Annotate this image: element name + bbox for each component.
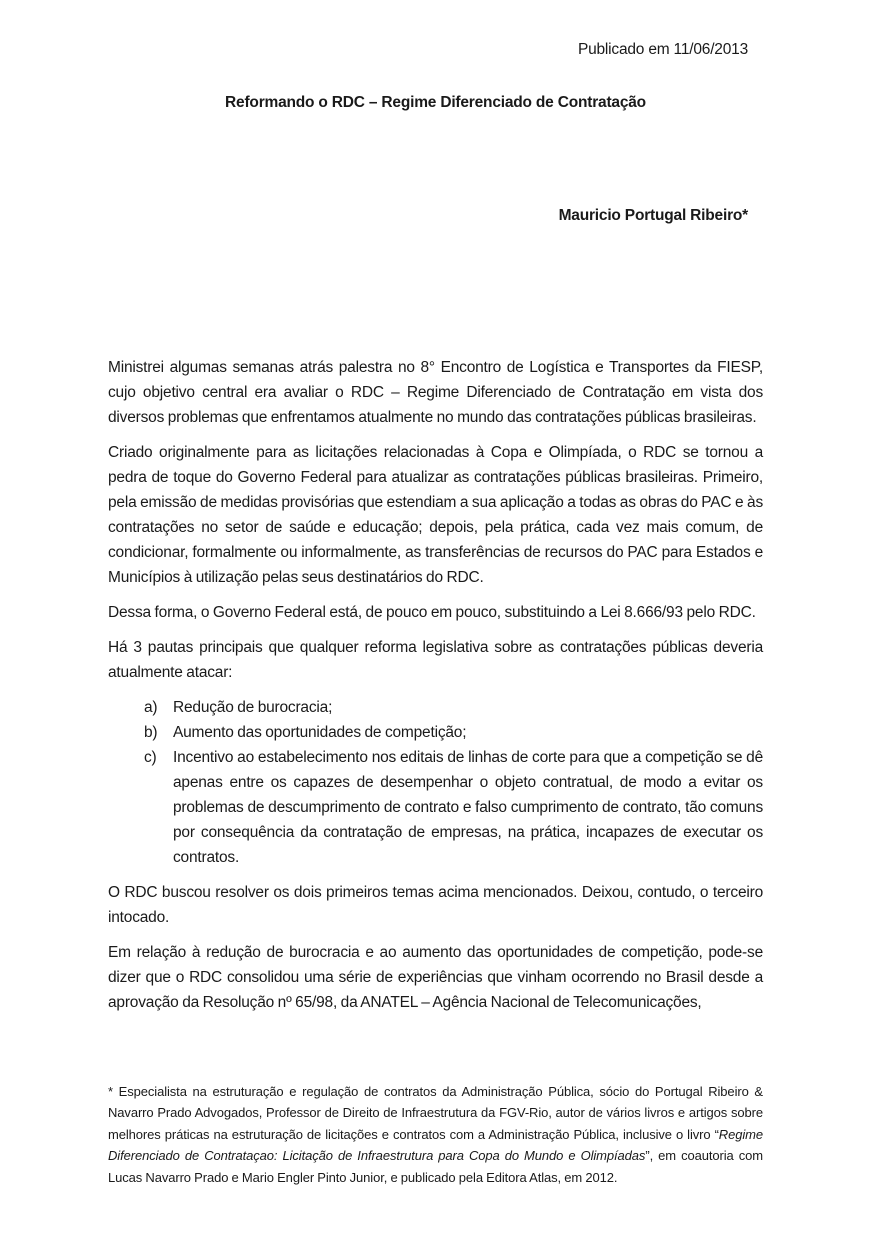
paragraph-2: Criado originalmente para as licitações relacionadas à Copa e Olimpíada, o RDC se tornou a pedra de toque do Governo Federal para atualizar as contratações públicas brasileiras. Primeiro, pela emissão de medidas provisórias que estendiam a sua aplicação a todas as obras do PAC e às contratações no setor de saúde e educação; depois, pela prática, cada vez mais comum, de condicionar, formalmente ou informalmente, as transferências de recursos do PAC para Estados e Municípios à utilização pelas seus destinatários do RDC. — [108, 444, 763, 586]
footnote-text-after: ”, em coautoria com Lucas Navarro Prado e Mario Engler Pinto Junior, e publicado pela Editora Atlas, em 2012. — [108, 1148, 763, 1185]
list-item-c — [108, 745, 763, 870]
paragraph-5: O RDC buscou resolver os dois primeiros temas acima mencionados. Deixou, contudo, o terceiro intocado. — [108, 884, 763, 926]
paragraph-6: Em relação à redução de burocracia e ao aumento das oportunidades de competição, pode-se dizer que o RDC consolidou uma série de experiências que vinham ocorrendo no Brasil desde a aprovação da Resolução nº 65/98, da ANATEL – Agência Nacional de Telecomunicações, — [108, 944, 763, 1011]
list-item-a — [108, 695, 763, 720]
list-item-text: Incentivo ao estabelecimento nos editais de linhas de corte para que a competição se dê apenas entre os capazes de desempenhar o objeto contratual, de modo a evitar os problemas de descumprimento de contrato e falso cumprimento de contrato, tão comuns por consequência da contratação de empresas, na prática, incapazes de executar os contratos. — [173, 749, 763, 866]
list-marker: a) — [144, 699, 158, 716]
list-item-b — [108, 720, 763, 745]
author-byline: Mauricio Portugal Ribeiro* — [558, 207, 748, 224]
list-marker: b) — [144, 724, 158, 741]
paragraph-1: Ministrei algumas semanas atrás palestra no 8° Encontro de Logística e Transportes da FIESP, cujo objetivo central era avaliar o RDC – Regime Diferenciado de Contratação em vista dos diversos problemas que enfrentamos atualmente no mundo das contratações públicas brasileiras. — [108, 359, 763, 426]
footnote-text-before: * Especialista na estruturação e regulação de contratos da Administração Pública, sócio do Portugal Ribeiro & Navarro Prado Advogados, Professor de Direito de Infraestrutura da FGV-Rio, autor de vários livros e artigos sobre melhores práticas na estruturação de licitações e contratos com a Administração Pública, inclusive o livro “ — [108, 1083, 763, 1142]
ordered-list — [108, 695, 763, 870]
list-item-text: Redução de burocracia; — [173, 699, 333, 716]
paragraph-4: Há 3 pautas principais que qualquer reforma legislativa sobre as contratações públicas deveria atualmente atacar: — [108, 639, 763, 681]
list-item-text: Aumento das oportunidades de competição; — [173, 724, 467, 741]
paragraph-3: Dessa forma, o Governo Federal está, de pouco em pouco, substituindo a Lei 8.666/93 pelo RDC. — [108, 604, 756, 621]
list-marker: c) — [144, 749, 157, 766]
footnote — [108, 1081, 763, 1189]
publish-date: Publicado em 11/06/2013 — [577, 41, 748, 58]
footnote-book-title: Regime Diferenciado de Contrataçao: Licitação de Infraestrutura para Copa do Mundo e Olimpíadas — [108, 1126, 763, 1163]
document-title: Reformando o RDC – Regime Diferenciado de Contratação — [225, 94, 646, 111]
